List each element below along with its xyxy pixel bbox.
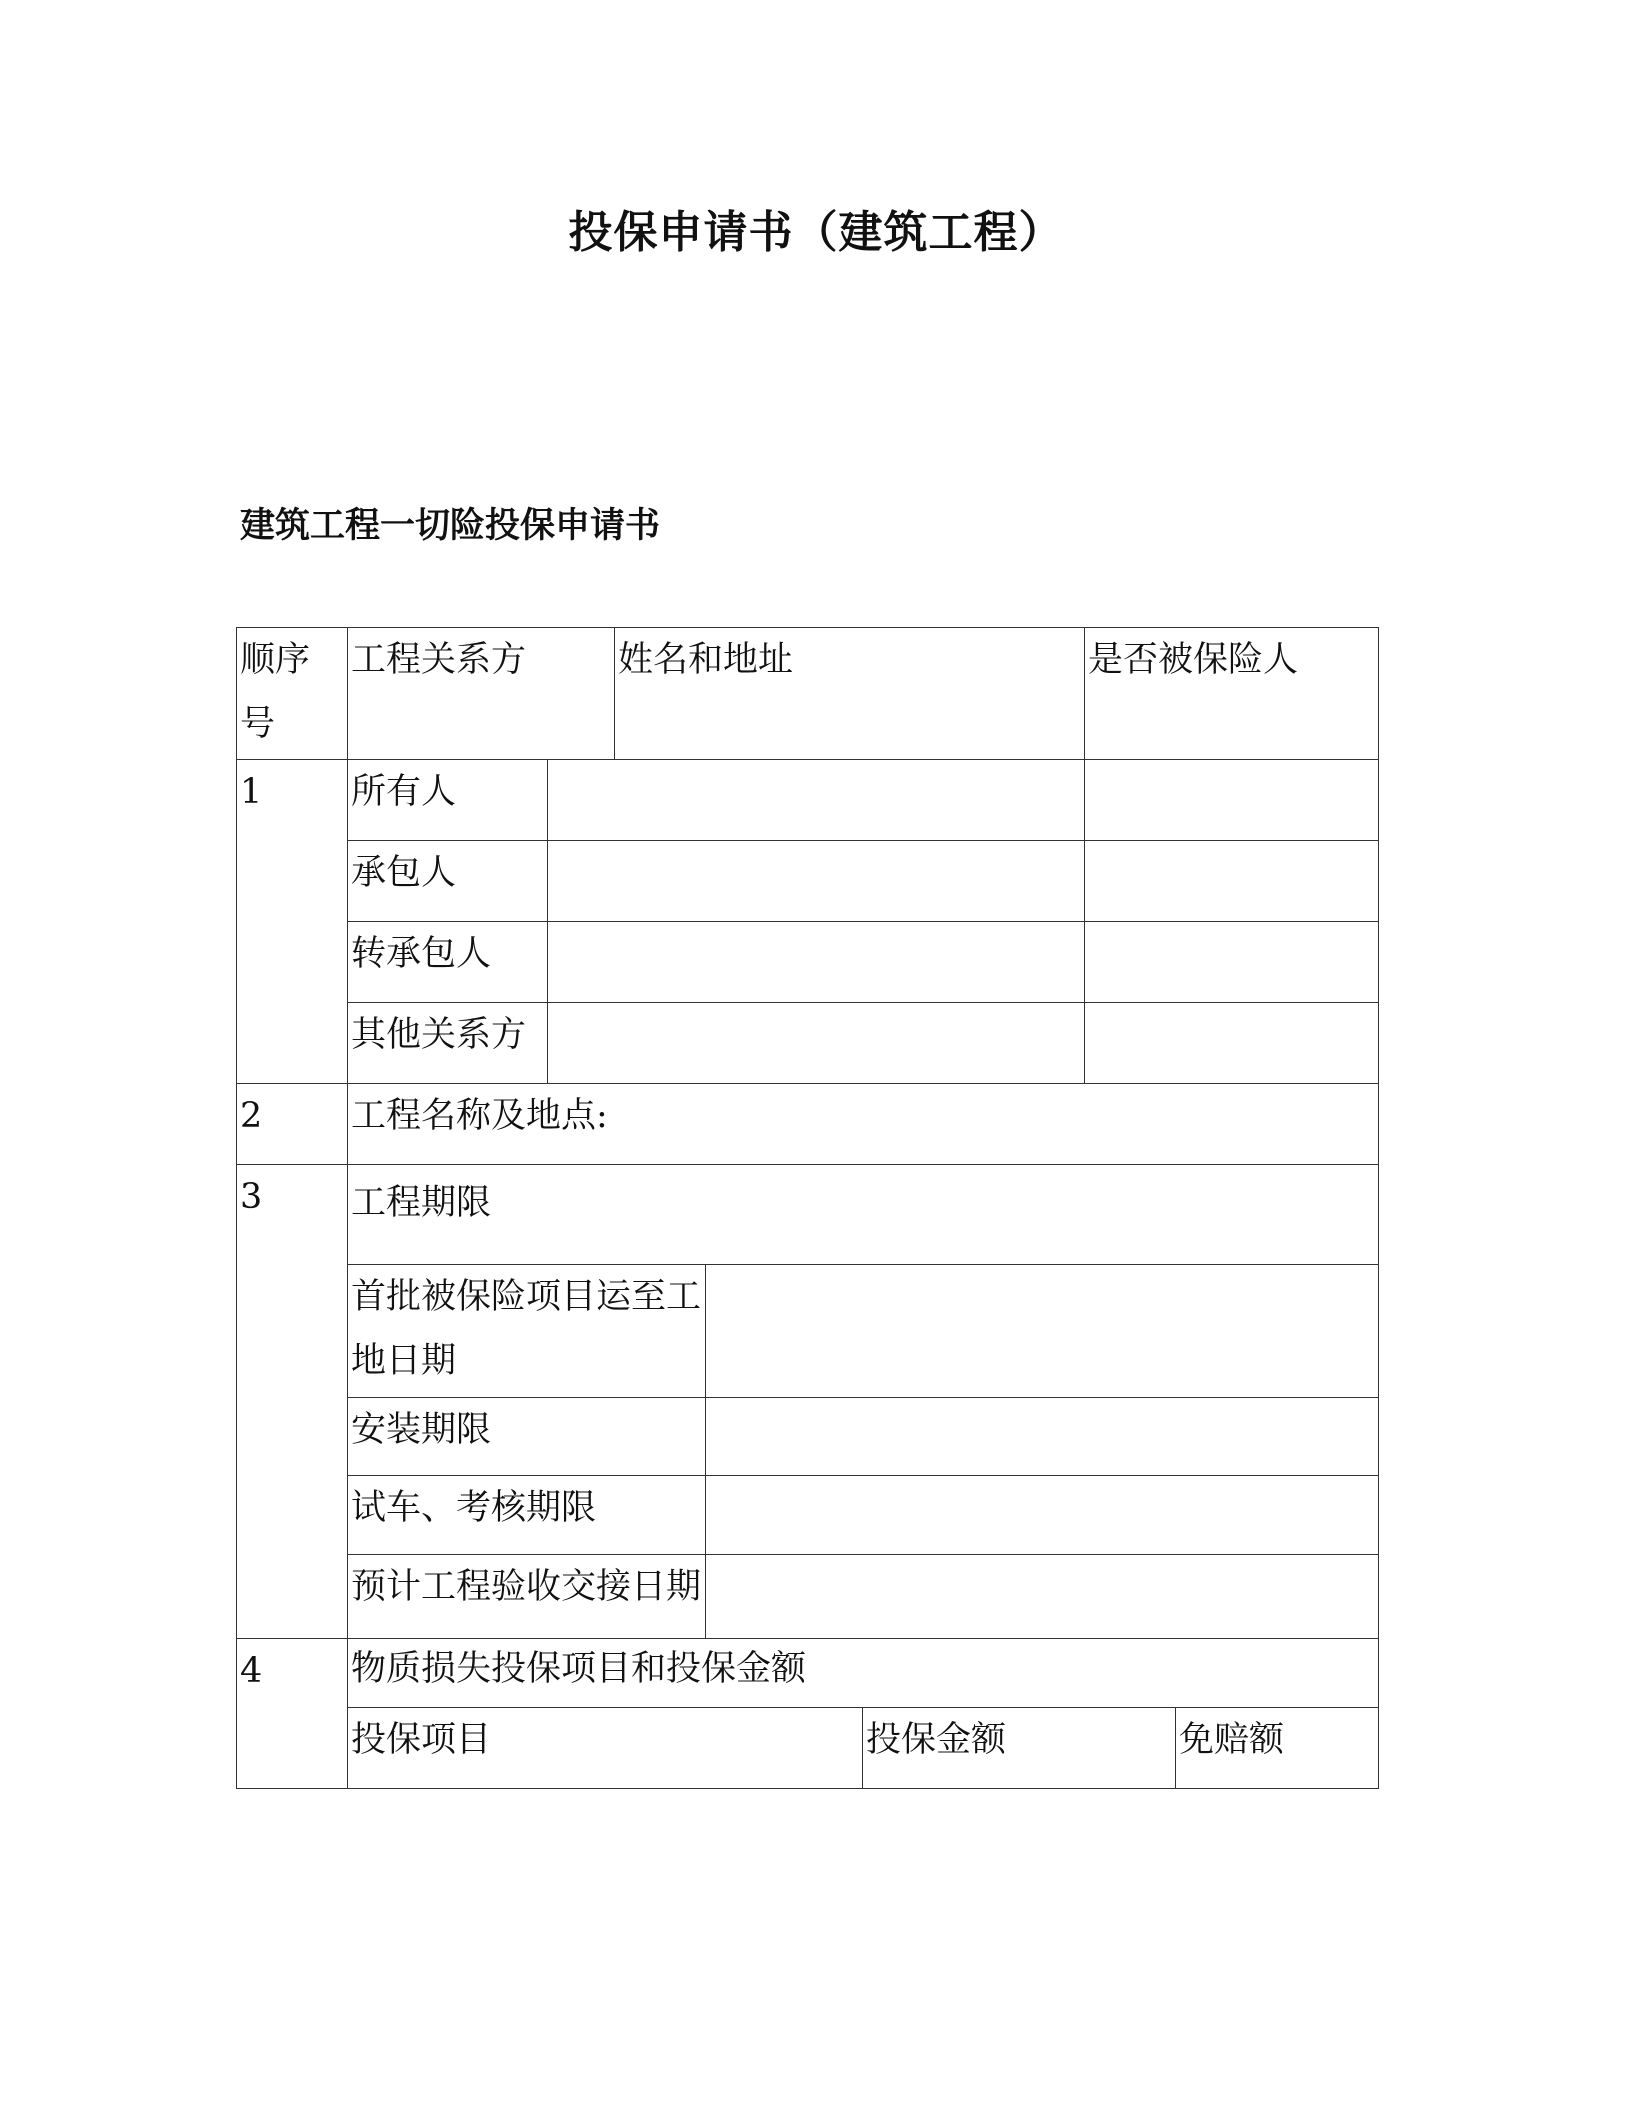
col-insured-item: 投保项目 <box>348 1708 863 1789</box>
header-row <box>237 628 1379 760</box>
period-item-row <box>237 1265 1379 1398</box>
first-delivery-date-label: 首批被保险项目运至工地日期 <box>348 1265 706 1398</box>
contractor-name-address-input[interactable] <box>551 852 1085 894</box>
owner-insured-input[interactable] <box>1088 771 1379 813</box>
row2-seq: 2 <box>237 1084 348 1165</box>
party-owner: 所有人 <box>348 760 548 841</box>
subcontractor-insured-cell[interactable] <box>1085 922 1379 1003</box>
period-item-row <box>237 1398 1379 1476</box>
period-item-row <box>237 1555 1379 1639</box>
other-name-address-cell[interactable] <box>548 1003 1085 1084</box>
test-period-cell[interactable] <box>706 1476 1379 1555</box>
col-deductible: 免赔额 <box>1176 1708 1379 1789</box>
subcontractor-name-address-cell[interactable] <box>548 922 1085 1003</box>
owner-name-address-cell[interactable] <box>548 760 1085 841</box>
header-is-insured: 是否被保险人 <box>1085 628 1379 760</box>
installation-period-cell[interactable] <box>706 1398 1379 1476</box>
first-delivery-date-cell[interactable] <box>706 1265 1379 1398</box>
party-subcontractor: 转承包人 <box>348 922 548 1003</box>
acceptance-date-input[interactable] <box>709 1566 1379 1608</box>
material-damage-header-row <box>237 1708 1379 1789</box>
material-damage-row <box>237 1639 1379 1708</box>
party-contractor: 承包人 <box>348 841 548 922</box>
contractor-name-address-cell[interactable] <box>548 841 1085 922</box>
row3-seq: 3 <box>237 1165 348 1639</box>
party-row <box>237 922 1379 1003</box>
party-row <box>237 841 1379 922</box>
other-insured-cell[interactable] <box>1085 1003 1379 1084</box>
row4-seq: 4 <box>237 1639 348 1789</box>
subcontractor-name-address-input[interactable] <box>551 933 1085 975</box>
header-name-address: 姓名和地址 <box>615 628 1085 760</box>
header-party: 工程关系方 <box>348 628 615 760</box>
contractor-insured-input[interactable] <box>1088 852 1379 894</box>
contractor-insured-cell[interactable] <box>1085 841 1379 922</box>
installation-period-label: 安装期限 <box>348 1398 706 1476</box>
party-row <box>237 1003 1379 1084</box>
test-period-input[interactable] <box>709 1487 1379 1529</box>
period-row <box>237 1165 1379 1265</box>
application-form-table <box>236 627 1379 1789</box>
test-period-label: 试车、考核期限 <box>348 1476 706 1555</box>
subcontractor-insured-input[interactable] <box>1088 933 1379 975</box>
section-title: 建筑工程一切险投保申请书 <box>240 506 661 546</box>
installation-period-input[interactable] <box>709 1409 1379 1451</box>
project-name-label: 工程名称及地点: <box>348 1084 1379 1165</box>
period-item-row <box>237 1476 1379 1555</box>
material-damage-label: 物质损失投保项目和投保金额 <box>348 1639 1379 1708</box>
header-seq: 顺序号 <box>237 628 348 760</box>
project-name-row <box>237 1084 1379 1165</box>
other-name-address-input[interactable] <box>551 1014 1085 1056</box>
owner-name-address-input[interactable] <box>551 771 1085 813</box>
party-row <box>237 760 1379 841</box>
other-insured-input[interactable] <box>1088 1014 1379 1056</box>
page-title: 投保申请书（建筑工程） <box>568 207 1064 258</box>
acceptance-date-label: 预计工程验收交接日期 <box>348 1555 706 1639</box>
row1-seq: 1 <box>237 760 348 1084</box>
party-other: 其他关系方 <box>348 1003 548 1084</box>
first-delivery-date-input[interactable] <box>709 1276 1379 1318</box>
acceptance-date-cell[interactable] <box>706 1555 1379 1639</box>
col-insured-amount: 投保金额 <box>863 1708 1176 1789</box>
owner-insured-cell[interactable] <box>1085 760 1379 841</box>
period-label: 工程期限 <box>348 1165 1379 1265</box>
